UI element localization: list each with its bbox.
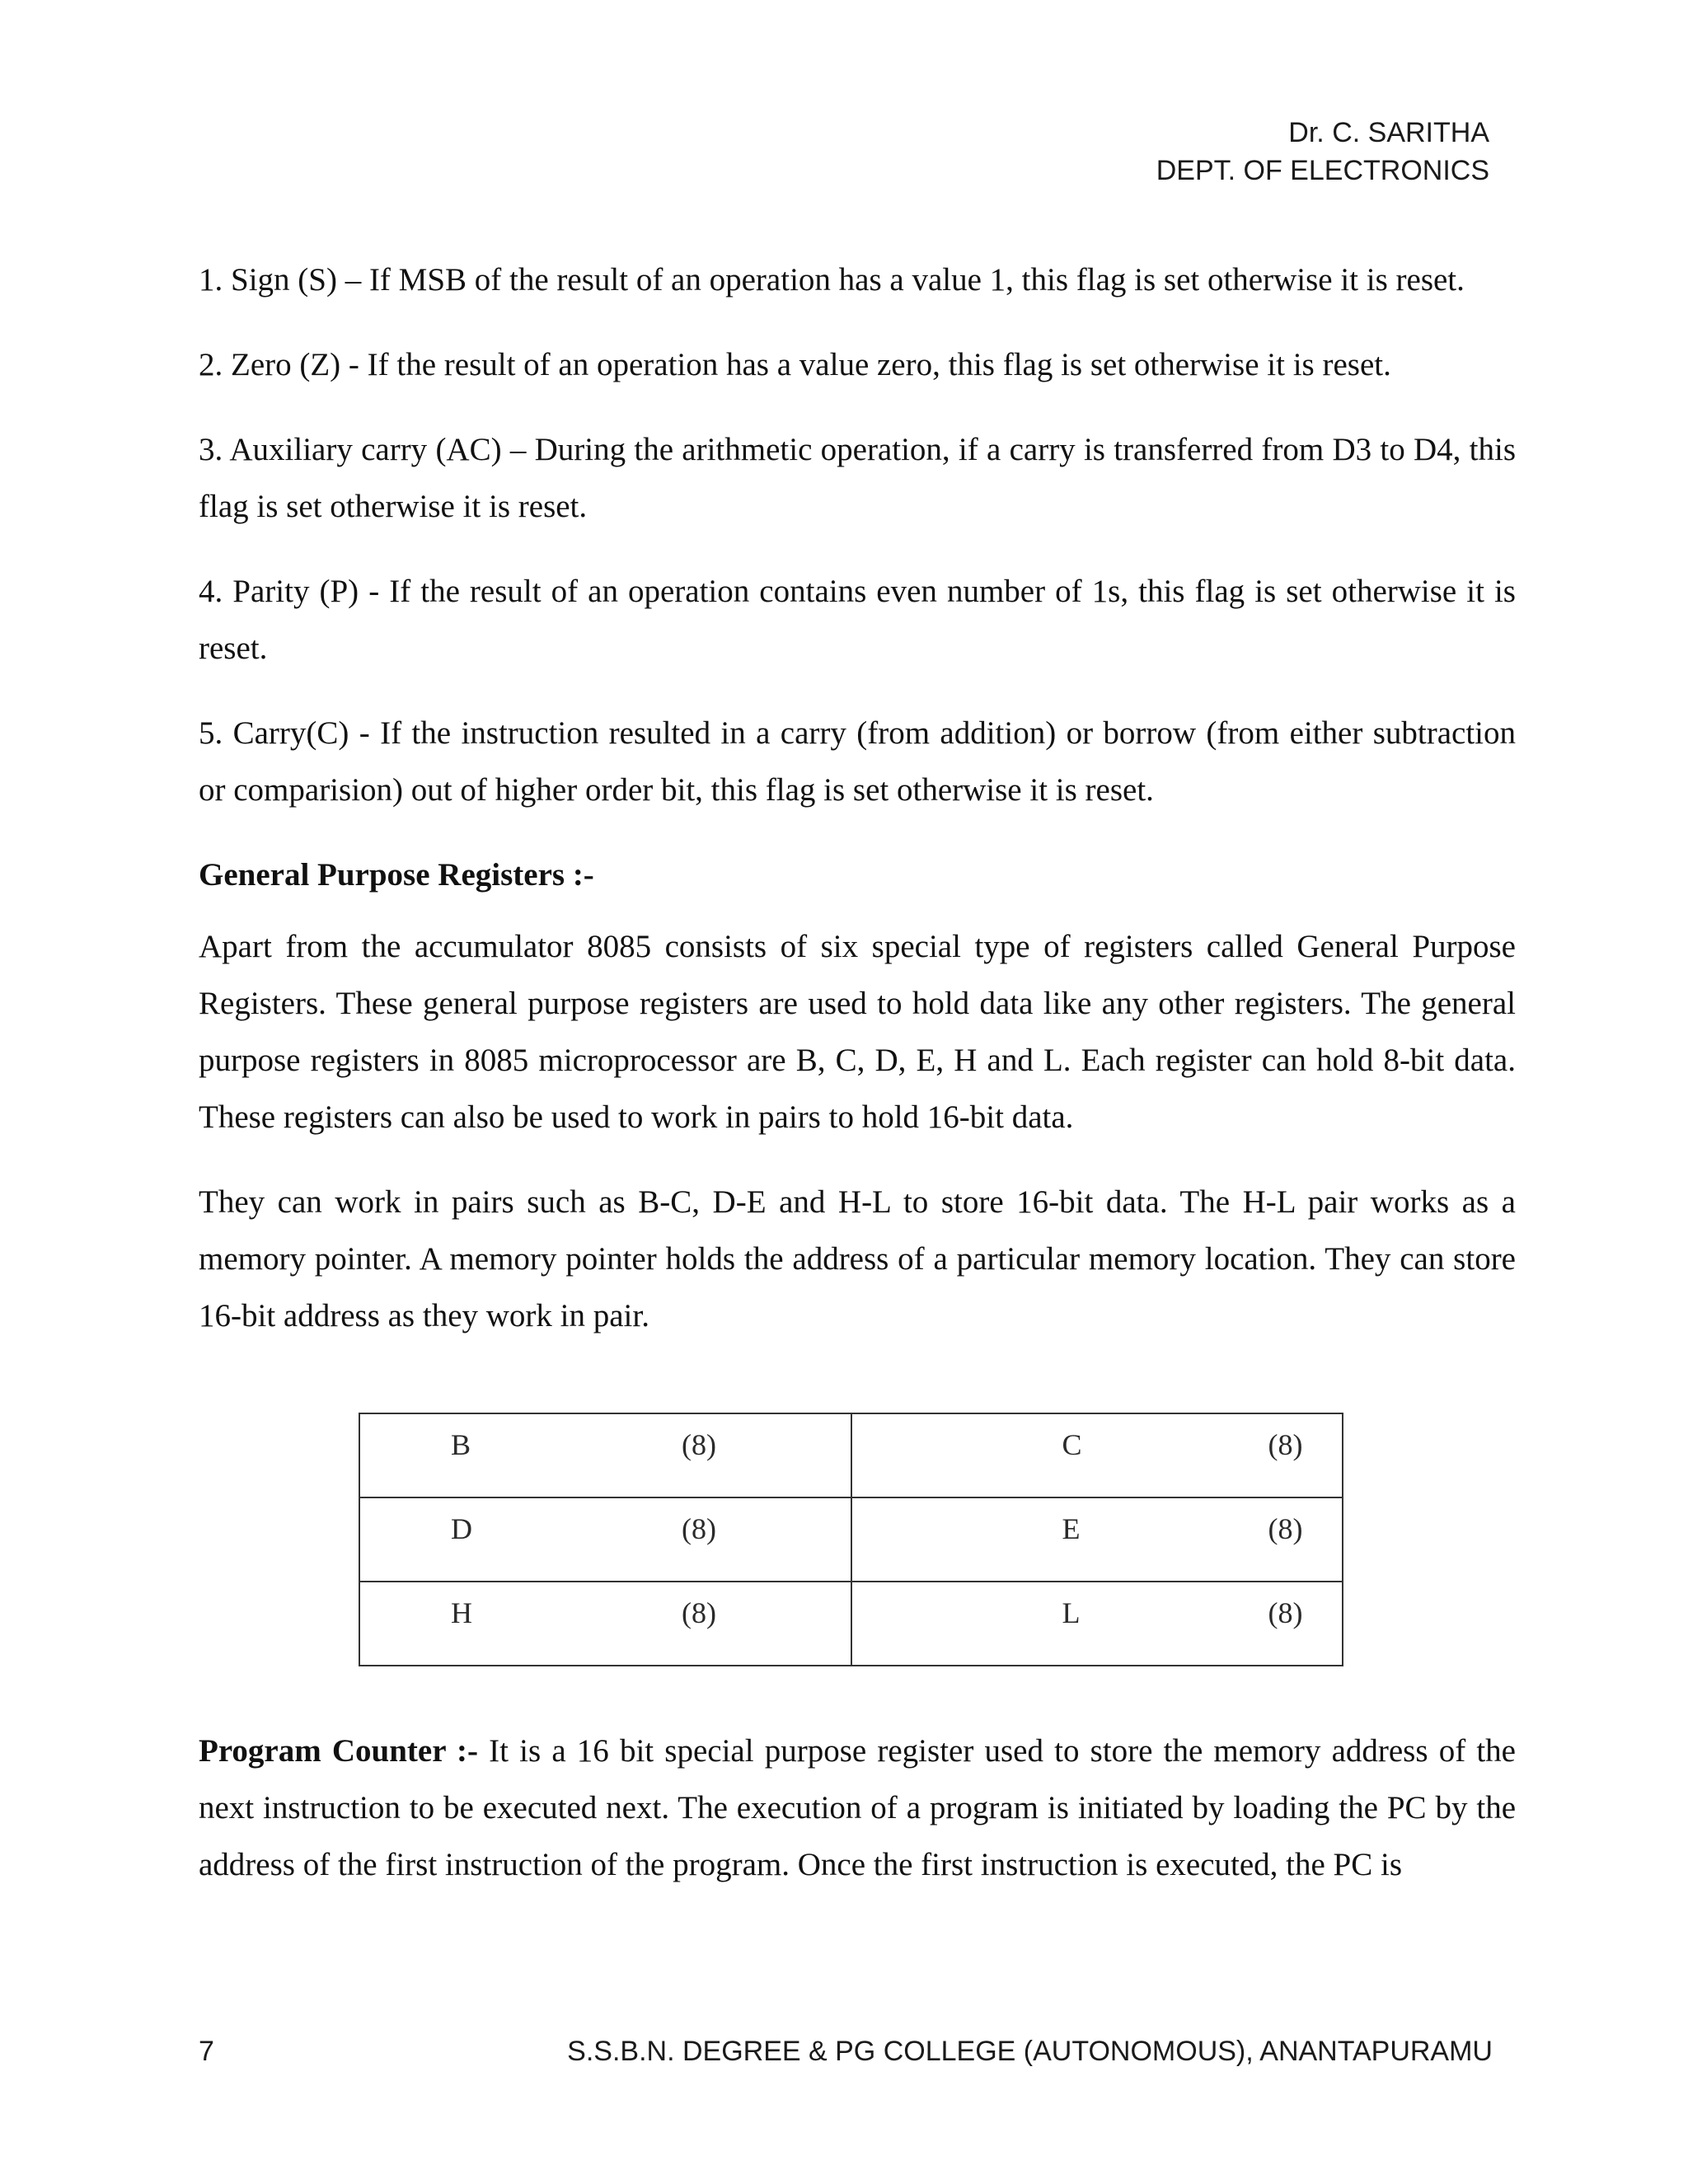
gpr-heading: General Purpose Registers :- <box>199 857 594 893</box>
register-name: H <box>451 1596 472 1629</box>
register-width: (8) <box>682 1596 716 1629</box>
gpr-paragraph-2: They can work in pairs such as B-C, D-E and H-L to store 16-bit data. The H-L pair works as a memory pointer. A memory pointer holds the address of a particular memory location. They can store 16-bit address as they work in pair. <box>199 1184 1516 1333</box>
flag-auxiliary-carry: 3. Auxiliary carry (AC) – During the arithmetic operation, if a carry is transferred from D3 to D4, this flag is set otherwise it is reset. <box>199 432 1516 524</box>
program-counter-section <box>199 1722 1516 1921</box>
department-name: DEPT. OF ELECTRONICS <box>1156 155 1489 186</box>
register-cell-h <box>359 1582 851 1666</box>
flag-zero: 2. Zero (Z) - If the result of an operation has a value zero, this flag is set otherwise it is reset. <box>199 347 1391 382</box>
table-row <box>359 1413 1343 1497</box>
page-body <box>199 251 1516 1372</box>
author-name: Dr. C. SARITHA <box>1288 117 1489 148</box>
register-name: C <box>1062 1428 1082 1461</box>
register-width: (8) <box>682 1428 716 1461</box>
register-name: B <box>451 1428 471 1461</box>
register-name: L <box>1062 1596 1081 1629</box>
program-counter-paragraph <box>199 1722 1516 1893</box>
register-width: (8) <box>682 1512 716 1545</box>
register-name: E <box>1062 1512 1081 1545</box>
register-cell-d <box>359 1497 851 1582</box>
register-pair-table <box>359 1413 1343 1666</box>
page-header <box>1156 114 1489 190</box>
table-row <box>359 1497 1343 1582</box>
register-width: (8) <box>1268 1596 1303 1629</box>
register-name: D <box>451 1512 472 1545</box>
table-row <box>359 1582 1343 1666</box>
college-name: S.S.B.N. DEGREE & PG COLLEGE (AUTONOMOUS), ANANTAPURAMU <box>567 2036 1493 2067</box>
register-width: (8) <box>1268 1428 1303 1461</box>
program-counter-label: Program Counter :- <box>199 1733 478 1769</box>
register-cell-l <box>851 1582 1343 1666</box>
register-cell-c <box>851 1413 1343 1497</box>
register-cell-e <box>851 1497 1343 1582</box>
page-number: 7 <box>199 2036 214 2067</box>
flag-sign: 1. Sign (S) – If MSB of the result of an operation has a value 1, this flag is set otherwise it is reset. <box>199 262 1465 298</box>
flag-carry: 5. Carry(C) - If the instruction resulted in a carry (from addition) or borrow (from either subtraction or comparision) out of higher order bit, this flag is set otherwise it is reset. <box>199 715 1516 808</box>
gpr-paragraph-1: Apart from the accumulator 8085 consists of six special type of registers called General Purpose Registers. These general purpose registers are used to hold data like any other registers. The general purpose registers in 8085 microprocessor are B, C, D, E, H and L. Each register can hold 8-bit data. These registers can also be used to work in pairs to hold 16-bit data. <box>199 929 1516 1135</box>
register-width: (8) <box>1268 1512 1303 1545</box>
program-counter-text: It is a 16 bit special purpose register used to store the memory address of the next instruction to be executed next. The execution of a program is initiated by loading the PC by the address of the first instruction of the program. Once the first instruction is executed, the PC is <box>199 1733 1516 1882</box>
flag-parity: 4. Parity (P) - If the result of an operation contains even number of 1s, this flag is set otherwise it is reset. <box>199 574 1516 666</box>
register-cell-b <box>359 1413 851 1497</box>
